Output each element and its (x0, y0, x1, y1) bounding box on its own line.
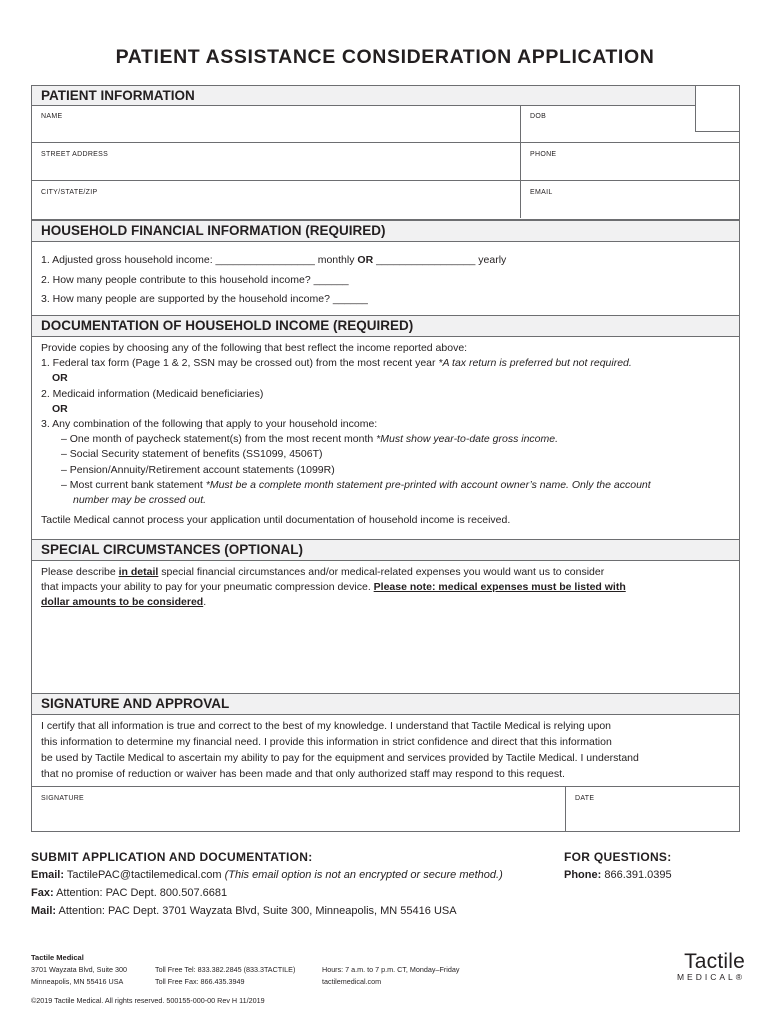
phone-label-bold: Phone: (564, 869, 602, 881)
street-address-label: STREET ADDRESS (41, 151, 109, 158)
fax-value: Attention: PAC Dept. 800.507.6681 (53, 887, 228, 899)
footer-contact (155, 964, 325, 987)
dob-field[interactable] (521, 105, 739, 143)
submit-section (31, 848, 551, 920)
special-circumstances-body[interactable] (32, 561, 739, 611)
footer (31, 952, 460, 1005)
patient-information-section (31, 85, 740, 220)
phone-value[interactable]: 866.391.0395 (601, 869, 672, 881)
signature-label: SIGNATURE (41, 795, 85, 802)
mail-label: Mail: (31, 905, 57, 917)
patient-row-name (32, 105, 739, 143)
documentation-section (31, 315, 740, 540)
footer-fax: Toll Free Fax: 866.435.3949 (155, 976, 245, 986)
footer-tel: Toll Free Tel: 833.382.2845 (833.3TACTILE) (155, 965, 296, 974)
special-period: . (203, 596, 207, 609)
name-field[interactable] (32, 105, 521, 143)
submit-mail-line (31, 902, 551, 920)
special-text-c: that impacts your ability to pay for your pneumatic compression device. (41, 581, 374, 594)
income-line[interactable] (41, 251, 739, 271)
email-field[interactable] (521, 181, 739, 218)
tactile-medical-logo (660, 950, 745, 990)
footer-copyright: ©2019 Tactile Medical. All rights reserved. 500155-000-00 Rev H 11/2019 (31, 996, 265, 1005)
special-text-line-2 (41, 580, 739, 595)
documentation-sub-4-cont: number may be crossed out. (73, 494, 207, 507)
special-circumstances-heading: SPECIAL CIRCUMSTANCES (OPTIONAL) (32, 540, 739, 561)
mail-value: Attention: PAC Dept. 3701 Wayzata Blvd, Suite 300, Minneapolis, MN 55416 USA (56, 905, 457, 917)
signature-field[interactable] (32, 787, 566, 831)
logo-wordmark-bottom: MEDICAL® (676, 972, 745, 982)
patient-information-grid (31, 105, 740, 220)
income-or: OR (357, 254, 374, 266)
documentation-item-3: 3. Any combination of the following that apply to your household income: (41, 418, 378, 431)
or-separator-1: OR (52, 372, 68, 385)
submit-heading: SUBMIT APPLICATION AND DOCUMENTATION: (31, 850, 313, 864)
special-text-line-1 (41, 565, 739, 580)
documentation-sub-2: – Social Security statement of benefits (SS1099, 4506T) (61, 448, 323, 461)
footer-address-line-1: 3701 Wayzata Blvd, Suite 300 (31, 965, 128, 974)
submit-email-line (31, 866, 551, 884)
logo-wordmark-top: Tactile (684, 950, 745, 973)
patient-row-address (32, 142, 739, 180)
date-label: DATE (575, 795, 595, 802)
sub1-note: *Must show year-to-date gross income. (376, 433, 559, 446)
footer-hours-text: Hours: 7 a.m. to 7 p.m. CT, Monday–Friday (322, 965, 460, 974)
submit-fax-line (31, 884, 551, 902)
questions-section (564, 848, 744, 884)
contributors-line[interactable]: 2. How many people contribute to this household income? ______ (41, 273, 349, 286)
household-financial-heading: HOUSEHOLD FINANCIAL INFORMATION (REQUIRED) (32, 221, 739, 242)
signature-approval-section (31, 693, 740, 787)
documentation-sub-1 (41, 432, 739, 447)
special-text-b: special financial circumstances and/or medical-related expenses you would want us to consider (158, 566, 605, 578)
special-text-a: Please describe (41, 566, 119, 578)
item1-note: *A tax return is preferred but not required. (438, 357, 632, 370)
patient-row-city (32, 180, 739, 218)
questions-phone-line (564, 866, 744, 884)
signature-approval-heading: SIGNATURE AND APPROVAL (32, 694, 739, 715)
documentation-body (32, 337, 739, 528)
questions-heading: FOR QUESTIONS: (564, 850, 672, 864)
email-label: EMAIL (530, 189, 553, 196)
signature-row (31, 786, 740, 832)
sub1-text: – One month of paycheck statement(s) from the most recent month (61, 433, 377, 446)
special-note-2: dollar amounts to be considered (41, 596, 204, 609)
documentation-closing: Tactile Medical cannot process your application until documentation of household income is received. (41, 514, 511, 527)
documentation-item-1 (41, 356, 739, 371)
income-text: 1. Adjusted gross household income: _________________ monthly (41, 254, 358, 266)
footer-address (31, 964, 151, 987)
patient-information-header (31, 85, 696, 106)
documentation-sub-3: – Pension/Annuity/Retirement account statements (1099R) (61, 463, 335, 476)
documentation-sub-4 (41, 478, 739, 493)
certify-line-1: I certify that all information is true and correct to the best of my knowledge. I understand that Tactile Medical is relying upon (41, 720, 612, 732)
footer-website-link[interactable]: tactilemedical.com (322, 976, 382, 986)
sub4-note: *Must be a complete month statement pre-printed with account owner’s name. Only the account (205, 478, 651, 491)
city-state-zip-label: CITY/STATE/ZIP (41, 189, 98, 196)
street-address-field[interactable] (32, 143, 521, 180)
phone-field[interactable] (521, 143, 739, 180)
household-financial-body (32, 242, 739, 310)
special-text-line-3 (41, 595, 739, 610)
income-yearly-text: _________________ yearly (373, 254, 507, 266)
email-note: (This email option is not an encrypted or secure method.) (224, 869, 503, 881)
fax-label: Fax: (31, 887, 54, 899)
certify-line-3: be used by Tactile Medical to ascertain my ability to pay for the equipment and services provided by Tactile Medical. I understand (41, 752, 639, 764)
item1-text: 1. Federal tax form (Page 1 & 2, SSN may be crossed out) from the most recent year (41, 357, 439, 370)
email-address-link[interactable]: TactilePAC@tactilemedical.com (64, 869, 225, 881)
certify-line-2: this information to determine my financial need. I provide this information in strict confidence and direct that this information (41, 736, 612, 748)
page-title: PATIENT ASSISTANCE CONSIDERATION APPLICATION (115, 46, 655, 68)
in-detail-text: in detail (118, 566, 159, 578)
sub4-text: – Most current bank statement (61, 478, 206, 491)
footer-hours (322, 964, 522, 987)
email-label-bold: Email: (31, 869, 65, 881)
footer-company: Tactile Medical (31, 953, 84, 962)
certify-line-4: that no promise of reduction or waiver has been made and that only authorized staff may respond to this request. (41, 768, 565, 780)
signature-approval-body (32, 715, 739, 782)
date-field[interactable] (566, 787, 739, 831)
patient-information-heading: PATIENT INFORMATION (41, 88, 195, 103)
special-note-1: Please note: medical expenses must be listed with (373, 581, 626, 594)
documentation-heading: DOCUMENTATION OF HOUSEHOLD INCOME (REQUIRED) (32, 316, 739, 337)
documentation-intro: Provide copies by choosing any of the following that best reflect the income reported above: (41, 342, 468, 354)
supported-line[interactable]: 3. How many people are supported by the household income? ______ (41, 293, 368, 305)
household-financial-section (31, 220, 740, 316)
dob-label: DOB (530, 113, 547, 120)
phone-label: PHONE (530, 151, 557, 158)
or-separator-2: OR (52, 402, 68, 415)
special-circumstances-section (31, 539, 740, 694)
footer-address-line-2: Minneapolis, MN 55416 USA (31, 976, 124, 986)
name-label: NAME (41, 113, 63, 120)
documentation-item-2: 2. Medicaid information (Medicaid beneficiaries) (41, 387, 264, 400)
city-state-zip-field[interactable] (32, 181, 521, 218)
